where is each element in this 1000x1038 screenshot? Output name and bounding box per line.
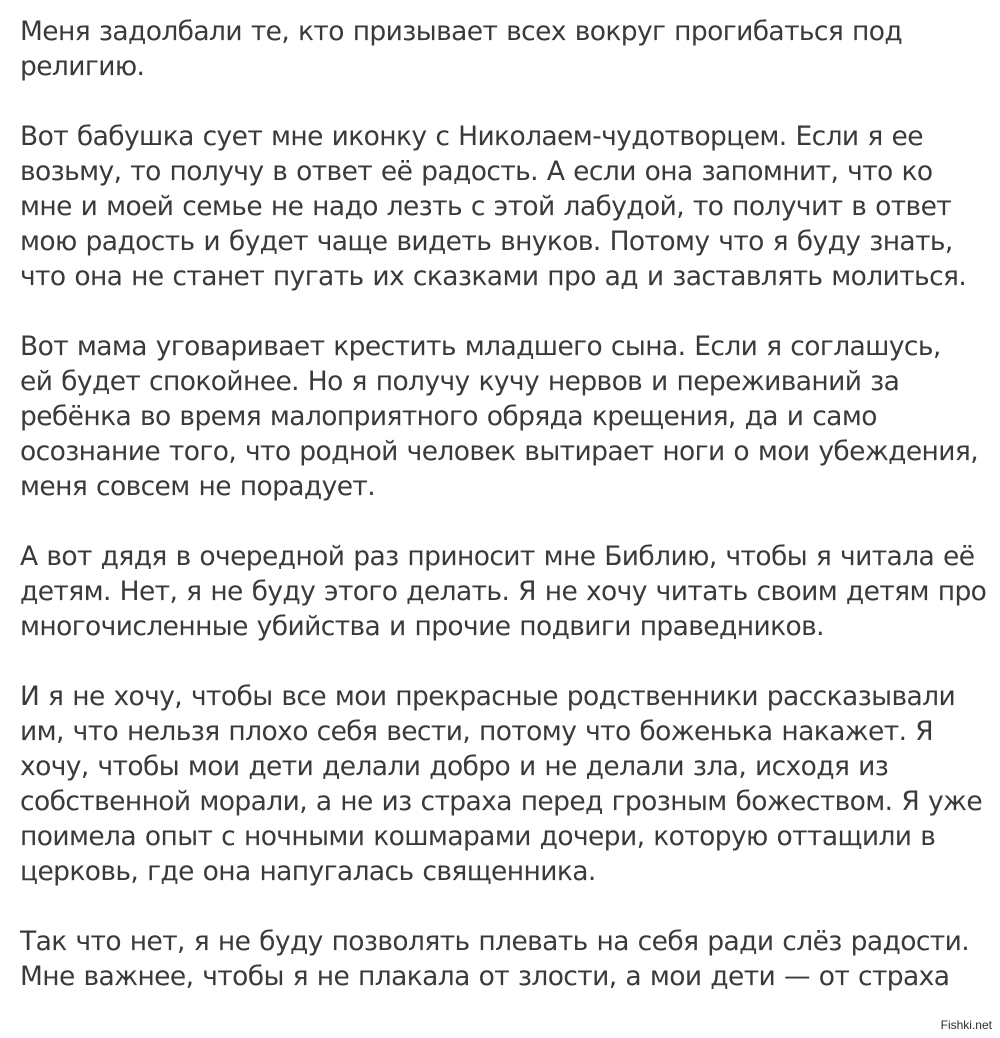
- text-line: что она не станет пугать их сказками про ад и заставлять молиться.: [20, 261, 967, 292]
- text-line: мне и моей семье не надо лезть с этой лабудой, то получит в ответ: [20, 191, 952, 222]
- text-line: меня совсем не порадует.: [20, 471, 376, 502]
- text-line: церковь, где она напугалась священника.: [20, 856, 596, 887]
- watermark-text: Fishki.net: [940, 1018, 992, 1032]
- text-line: ребёнка во время малоприятного обряда крещения, да и само: [20, 401, 877, 432]
- post-text: [20, 14, 986, 994]
- text-line: возьму, то получу в ответ её радость. А если она запомнит, что ко: [20, 156, 933, 187]
- text-line: мою радость и будет чаще видеть внуков. Потому что я буду знать,: [20, 226, 953, 257]
- paragraph-1: [20, 14, 986, 84]
- text-line: Вот бабушка сует мне иконку с Николаем-чудотворцем. Если я ее: [20, 121, 923, 152]
- paragraph-6: [20, 924, 986, 994]
- text-line: осознание того, что родной человек вытирает ноги о мои убеждения,: [20, 436, 979, 467]
- text-line: И я не хочу, чтобы все мои прекрасные родственники рассказывали: [20, 681, 956, 712]
- text-line: собственной морали, а не из страха перед грозным божеством. Я уже: [20, 786, 983, 817]
- paragraph-4: [20, 539, 986, 644]
- text-line: Так что нет, я не буду позволять плевать на себя ради слёз радости.: [20, 926, 970, 957]
- text-line: детям. Нет, я не буду этого делать. Я не хочу читать своим детям про: [20, 576, 987, 607]
- text-line: Меня задолбали те, кто призывает всех вокруг прогибаться под: [20, 16, 903, 47]
- text-line: Мне важнее, чтобы я не плакала от злости, а мои дети — от страха: [20, 961, 950, 992]
- paragraph-3: [20, 329, 986, 504]
- text-line: поимела опыт с ночными кошмарами дочери, которую оттащили в: [20, 821, 936, 852]
- text-line: Вот мама уговаривает крестить младшего сына. Если я соглашусь,: [20, 331, 941, 362]
- text-line: многочисленные убийства и прочие подвиги праведников.: [20, 611, 824, 642]
- text-line: ей будет спокойнее. Но я получу кучу нервов и переживаний за: [20, 366, 900, 397]
- text-line: А вот дядя в очередной раз приносит мне Библию, чтобы я читала её: [20, 541, 975, 572]
- paragraph-2: [20, 119, 986, 294]
- text-line: религию.: [20, 51, 145, 82]
- text-line: хочу, чтобы мои дети делали добро и не делали зла, исходя из: [20, 751, 889, 782]
- paragraph-5: [20, 679, 986, 889]
- text-line: им, что нельзя плохо себя вести, потому что боженька накажет. Я: [20, 716, 934, 747]
